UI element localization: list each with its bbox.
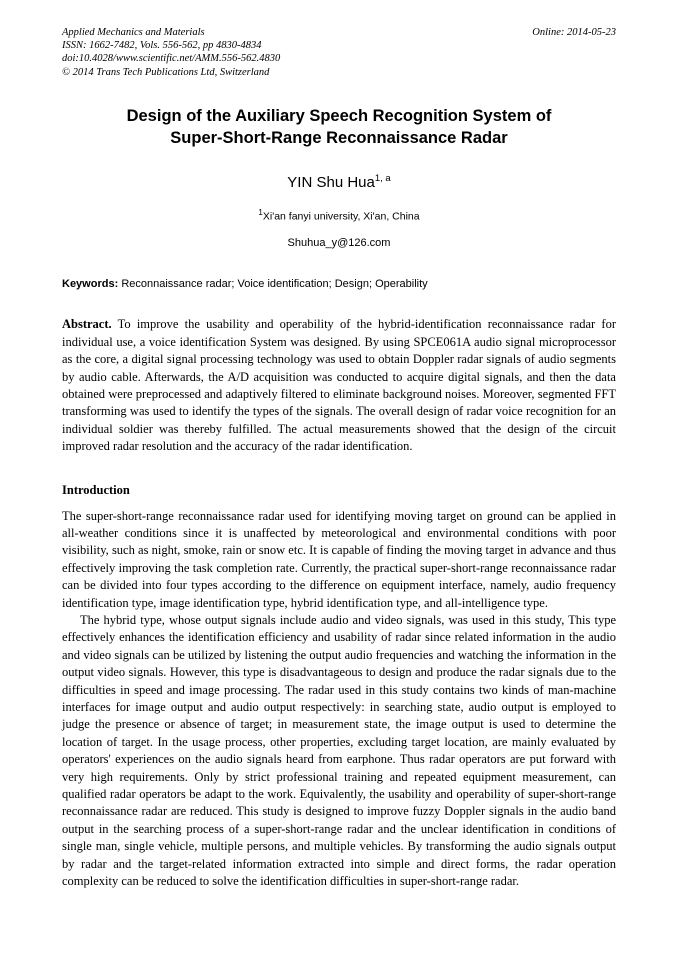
introduction-paragraph-1: The super-short-range reconnaissance radar used for identifying moving target on ground can be applied in all-weather conditions since it is unaffected by meteorological and environmental conditions with poor visibility, such as night, smoke, rain or snow etc. It is capable of finding the moving target in advance and thus effectively improving the task completion rate. Currently, the practical super-short-range reconnaissance radar can be divided into four types according to the difference on equipment interface, namely, audio frequency identification type, image identification type, hybrid identification type, and all-intelligence type. [62, 508, 616, 610]
introduction-paragraph-2: The hybrid type, whose output signals include audio and video signals, was used in this study, This type effectively enhances the identification efficiency and usability of radar since related information in the audio and video signals can be utilized by listening the output audio frequencies and watching the information in the output video signals. However, this type is disadvantageous to design and produce the radar signals due to the difficulties in speed and image processing. The radar used in this study contains two kinds of man-machine interfaces for image output and audio output respectively: in searching state, audio output is employed to judge the presence or absence of target; in measurement state, the image output is used to determine the location of target. In the usage process, other properties, excluding target location, are mainly evaluated by operators' experiences on the audio signals heard from earphone. Thus radar operators are put forward with very high requirements. Only by strict professional training and repeated equipment measurement, can qualified radar operators be adapt to the work. Equivalently, the usability and operability of super-short-range reconnaissance radar are reduced. This study is designed to improve fuzzy Doppler signals in the audio band output in the searching process of a super-short-range radar and the unclear identification in conditions of single man, single vehicle, multiple persons, and multiple vehicles. By transforming the audio signals output by radar and the target-related information extracted into simple and direct forms, the radar operation complexity can be reduced to solve the identification difficulties in super-short-range radar. [62, 613, 616, 889]
introduction-heading: Introduction [62, 482, 130, 497]
affiliation-text: Xi'an fanyi university, Xi'an, China [262, 210, 420, 223]
copyright-line: © 2014 Trans Tech Publications Ltd, Switzerland [62, 66, 270, 78]
abstract-paragraph [62, 316, 616, 455]
keywords-line [62, 277, 616, 292]
author-email: Shuhua_y@126.com [287, 237, 391, 250]
affiliation-marker: 1 [258, 207, 263, 217]
page-header [62, 26, 616, 79]
author-affiliation [62, 205, 616, 225]
author-superscript: 1, a [374, 172, 391, 184]
online-date: Online: 2014-05-23 [532, 27, 616, 38]
abstract-text: To improve the usability and operability of the hybrid-identification reconnaissance radar for individual use, a voice identification System was designed. By using SPCE061A audio signal microprocessor as the core, a digital signal processing technology was used to obtain Doppler radar signals of audio segments by audio cable. Afterwards, the A/D acquisition was conducted to acquire digital signals, and then the data obtained were preprocessed and adaptively filtered to eliminate background noises. Moreover, segmented FFT transforming was used to identify the types of the signals. The overall design of radar voice recognition for an individual soldier was thereby fulfilled. The actual measurements showed that the design of the circuit improved radar resolution and the accuracy of the radar identification. [62, 317, 616, 454]
author-name-block [62, 169, 616, 193]
doi-line: doi:10.4028/www.scientific.net/AMM.556-562.4830 [62, 53, 281, 65]
abstract-label: Abstract. [62, 317, 112, 332]
title-line-1: Design of the Auxiliary Speech Recognition System of [126, 106, 552, 125]
page-title [62, 105, 616, 149]
keywords-label: Keywords: [62, 278, 119, 291]
header-journal-info [62, 26, 532, 79]
keywords-value: Reconnaissance radar; Voice identification; Design; Operability [121, 278, 428, 291]
issn-line: ISSN: 1662-7482, Vols. 556-562, pp 4830-4834 [62, 40, 262, 52]
author-name: YIN Shu Hua [287, 173, 375, 191]
journal-name: Applied Mechanics and Materials [62, 27, 205, 38]
title-line-2: Super-Short-Range Reconnaissance Radar [170, 128, 508, 147]
